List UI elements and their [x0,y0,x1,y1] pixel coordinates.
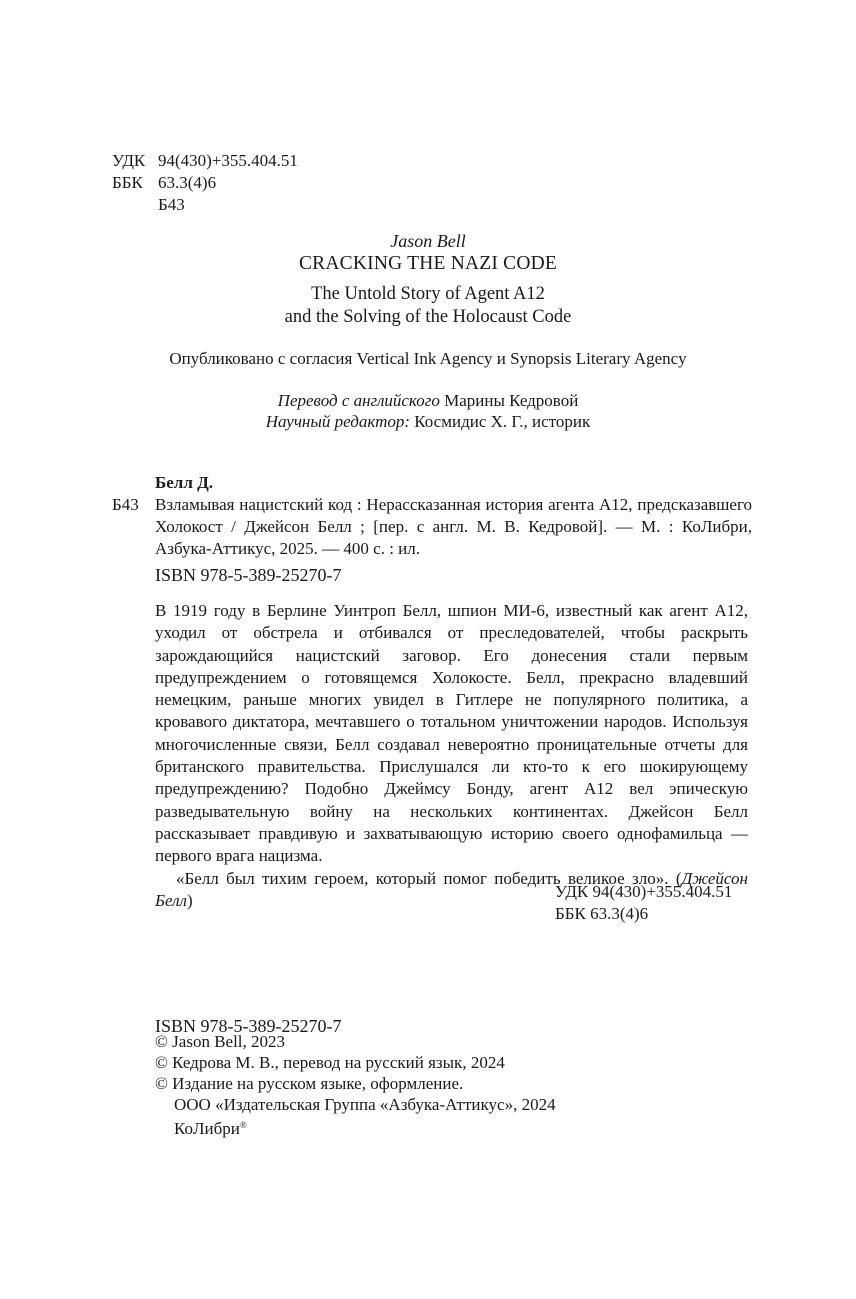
annotation [155,600,748,912]
copyright-line-translation: © Кедрова М. В., перевод на русский язык, 2024 [155,1053,505,1072]
catalog-record [112,472,752,586]
translator-label: Перевод с английского [277,391,440,410]
original-title-block [0,230,856,329]
udk-value: 94(430)+355.404.51 [158,151,298,170]
catalog-author-heading: Белл Д. [155,473,214,492]
top-classification [112,150,298,216]
annotation-text: В 1919 году в Берлине Уинтроп Белл, шпион МИ-6, известный как агент А12, уходил от обстрела и отбивался от преследователей, чтобы раскрыть зарождающийся нацистский заговор. Его донесения стали первым предупреждением о готовящемся Холокосте. Белл, прекрасно владевший немецким, раньше многих увидел в Гитлере не популярного политика, а кровавого диктатора, мечтавшего о тотальном уничтожении народов. Используя многочисленные связи, Белл создавал невероятно проницательные отчеты для британского правительства. Прислушался ли кто-то к его шокирующему предупреждению? Подобно Джеймсу Бонду, агент А12 вел эпическую разведывательную войну на нескольких континентах. Джейсон Белл рассказывает правдивую и захватывающую историю своего однофамильца — первого врага нацизма. [155,601,748,866]
bbk-value: 63.3(4)6 [158,173,217,192]
bottom-udk: УДК 94(430)+355.404.51 [555,882,733,901]
quote-attribution: Джейсон Белл [155,868,748,910]
catalog-entry [112,494,752,560]
author-sign: Б43 [158,195,185,214]
catalog-code: Б43 [112,495,139,514]
bbk-row [112,172,298,194]
original-title: CRACKING THE NAZI CODE [298,253,558,274]
catalog-isbn: ISBN 978-5-389-25270-7 [155,565,342,585]
udk-label: УДК [112,151,146,170]
copyright-line-author: © Jason Bell, 2023 [155,1032,286,1051]
bottom-classification [555,881,732,925]
bottom-bbk: ББК 63.3(4)6 [555,904,649,923]
quote-text: «Белл был тихим героем, который помог победить великое зло». [176,868,669,888]
bbk-label: ББК [112,173,143,192]
copyright-block [155,1031,556,1139]
copyright-line-edition: © Издание на русском языке, оформление. [155,1074,464,1093]
editor-label: Научный редактор: [265,412,411,431]
copyright-line-imprint [155,1115,556,1139]
catalog-description: Взламывая нацистский код : Нерассказанная история агента А12, предсказавшего Холокост / Джейсон Белл ; [пер. с англ. М. В. Кедровой]. — М. : КоЛибри, Азбука-Аттикус, 2025. — 400 с. : ил. [155,495,752,558]
original-author: Jason Bell [390,231,466,251]
imprint-name: КоЛибри [174,1119,240,1138]
isbn-bottom: ISBN 978-5-389-25270-7 [155,1016,342,1036]
copyright-line-publisher: ООО «Издательская Группа «Азбука-Аттикус», 2024 [174,1095,556,1114]
registered-mark-icon: ® [239,1120,247,1130]
original-subtitle [0,283,856,329]
subtitle-line-2: and the Solving of the Holocaust Code [284,307,572,327]
annotation-quote: «Белл был тихим героем, который помог победить великое зло». (Джейсон Белл) [155,868,748,910]
editor-name: Космидис Х. Г., историк [414,412,591,431]
udk-row [112,150,298,172]
translator-line [0,390,856,411]
translator-name: Марины Кедровой [444,391,579,410]
translation-credits [0,390,856,432]
subtitle-line-1: The Untold Story of Agent A12 [311,284,545,304]
author-sign-row [112,194,298,216]
editor-line [0,411,856,432]
published-note: Опубликовано с согласия Vertical Ink Agency и Synopsis Literary Agency [169,349,687,368]
